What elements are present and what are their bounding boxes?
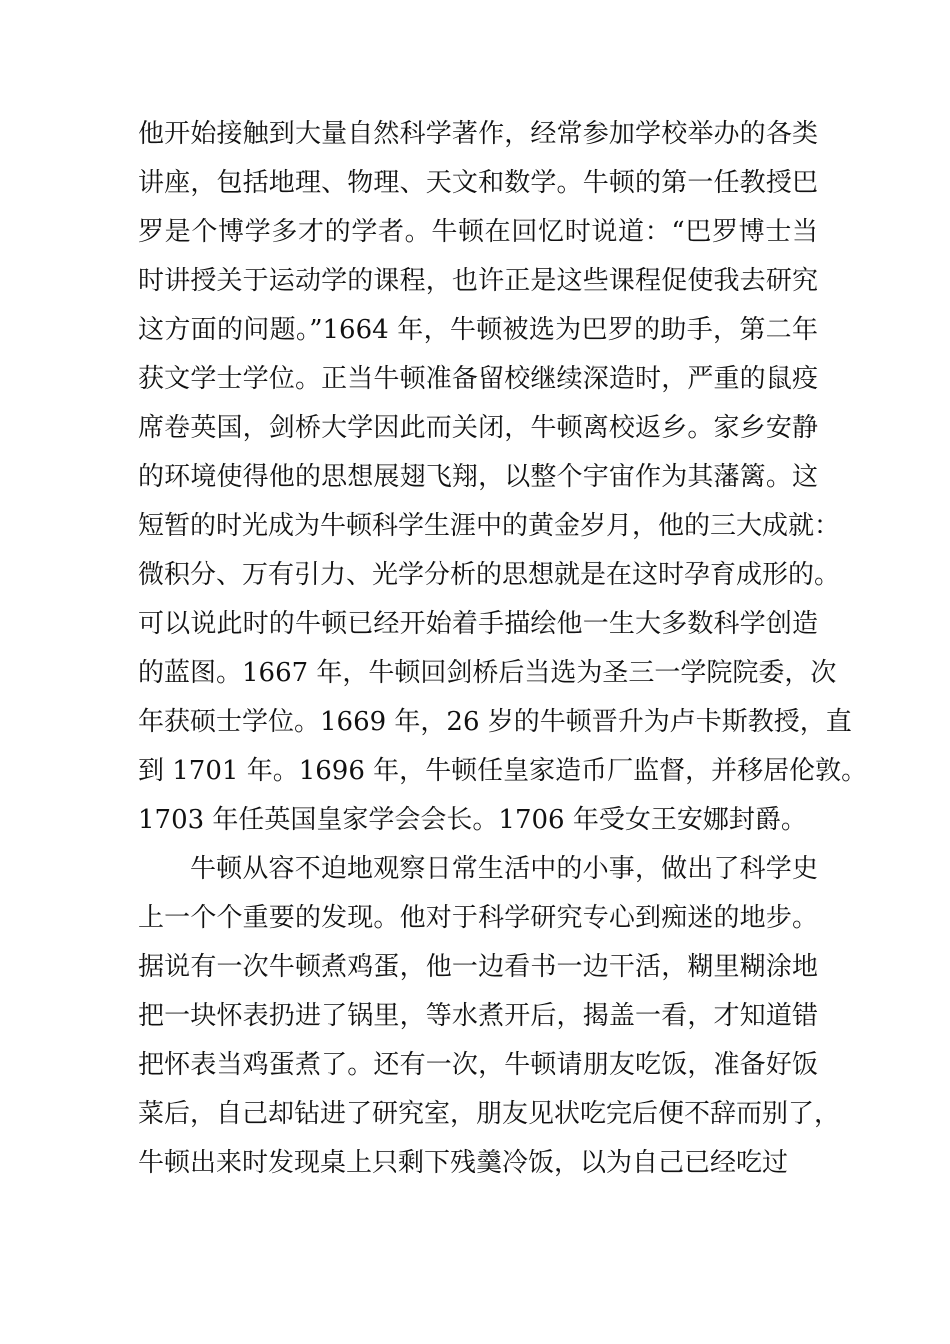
text-line: 上一个个重要的发现。他对于科学研究专心到痴迷的地步。 [138,903,818,933]
text-line: 罗是个博学多才的学者。牛顿在回忆时说道：“巴罗博士当 [138,217,818,247]
text-line: 牛顿出来时发现桌上只剩下残羹冷饭，以为自己已经吃过 [138,1148,789,1178]
text-line: 的蓝图。1667 年，牛顿回剑桥后当选为圣三一学院院委，次 [138,658,837,688]
text-line: 获文学士学位。正当牛顿准备留校继续深造时，严重的鼠疫 [138,364,818,394]
text-line: 的环境使得他的思想展翅飞翔，以整个宇宙作为其藩篱。这 [138,462,818,492]
text-line: 牛顿从容不迫地观察日常生活中的小事，做出了科学史 [190,854,818,884]
text-line: 短暂的时光成为牛顿科学生涯中的黄金岁月，他的三大成就： [138,511,841,541]
text-line: 年获硕士学位。1669 年，26 岁的牛顿晋升为卢卡斯教授，直 [138,707,852,737]
text-line: 微积分、万有引力、光学分析的思想就是在这时孕育成形的。 [138,560,841,590]
text-line: 这方面的问题。”1664 年，牛顿被选为巴罗的助手，第二年 [138,315,818,345]
text-line: 菜后，自己却钻进了研究室，朋友见状吃完后便不辞而别了， [138,1099,841,1129]
text-line: 把一块怀表扔进了锅里，等水煮开后，揭盖一看，才知道错 [138,1001,818,1031]
text-line: 时讲授关于运动学的课程，也许正是这些课程促使我去研究 [138,266,818,296]
paragraph-1 [138,110,868,845]
paragraph-2 [138,845,841,1188]
text-line: 把怀表当鸡蛋煮了。还有一次，牛顿请朋友吃饭，准备好饭 [138,1050,818,1080]
text-line: 讲座，包括地理、物理、天文和数学。牛顿的第一任教授巴 [138,168,818,198]
text-line: 据说有一次牛顿煮鸡蛋，他一边看书一边干活，糊里糊涂地 [138,952,818,982]
text-line: 1703 年任英国皇家学会会长。1706 年受女王安娜封爵。 [138,805,807,835]
text-line: 可以说此时的牛顿已经开始着手描绘他一生大多数科学创造 [138,609,818,639]
body-text [138,110,868,1188]
text-line: 他开始接触到大量自然科学著作，经常参加学校举办的各类 [138,119,818,149]
text-line: 到 1701 年。1696 年，牛顿任皇家造币厂监督，并移居伦敦。 [138,756,868,786]
text-line: 席卷英国，剑桥大学因此而关闭，牛顿离校返乡。家乡安静 [138,413,818,443]
